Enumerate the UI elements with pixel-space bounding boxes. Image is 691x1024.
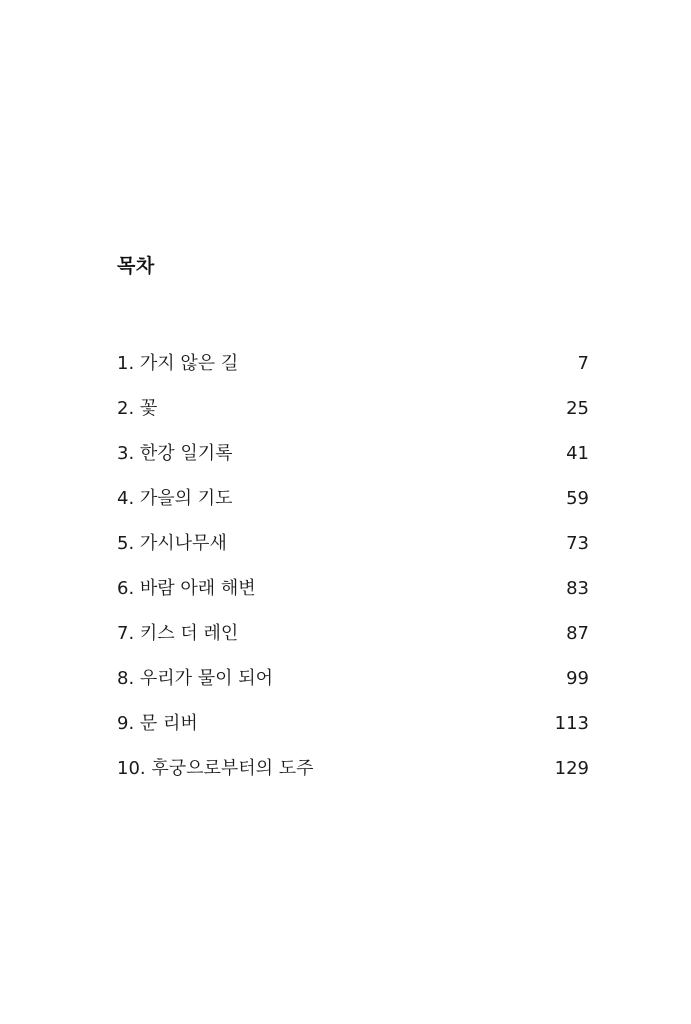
toc-entry-page-number: 83 <box>566 577 589 599</box>
toc-entry-title: 1. 가지 않은 길 <box>117 352 239 374</box>
toc-entry-title: 3. 한강 일기록 <box>117 442 233 464</box>
toc-entry-page-number: 41 <box>566 442 589 464</box>
toc-entry[interactable] <box>117 476 589 521</box>
toc-entry[interactable] <box>117 611 589 656</box>
toc-entry-title: 8. 우리가 물이 되어 <box>117 667 274 689</box>
toc-entry-title: 6. 바람 아래 해변 <box>117 577 256 599</box>
toc-entry-page-number: 129 <box>554 757 589 779</box>
toc-entry-title: 4. 가을의 기도 <box>117 487 233 509</box>
toc-entry-title: 2. 꽃 <box>117 397 158 419</box>
toc-entry[interactable] <box>117 341 589 386</box>
toc-entry-page-number: 99 <box>566 667 589 689</box>
toc-heading: 목차 <box>117 255 155 277</box>
toc-entry-title: 10. 후궁으로부터의 도주 <box>117 757 314 779</box>
toc-entry[interactable] <box>117 386 589 431</box>
toc-entry-page-number: 59 <box>566 487 589 509</box>
toc-entry-page-number: 25 <box>566 397 589 419</box>
toc-entry-title: 5. 가시나무새 <box>117 532 227 554</box>
toc-entry-page-number: 113 <box>554 712 589 734</box>
toc-entry-title: 7. 키스 더 레인 <box>117 622 239 644</box>
toc-entry[interactable] <box>117 566 589 611</box>
toc-entry[interactable] <box>117 656 589 701</box>
toc-entry-page-number: 73 <box>566 532 589 554</box>
toc-entry[interactable] <box>117 521 589 566</box>
toc-entry-page-number: 7 <box>577 352 589 374</box>
toc-entry[interactable] <box>117 431 589 476</box>
toc-list <box>117 341 589 791</box>
toc-entry-title: 9. 문 리버 <box>117 712 198 734</box>
toc-entry[interactable] <box>117 701 589 746</box>
toc-entry-page-number: 87 <box>566 622 589 644</box>
toc-entry[interactable] <box>117 746 589 791</box>
